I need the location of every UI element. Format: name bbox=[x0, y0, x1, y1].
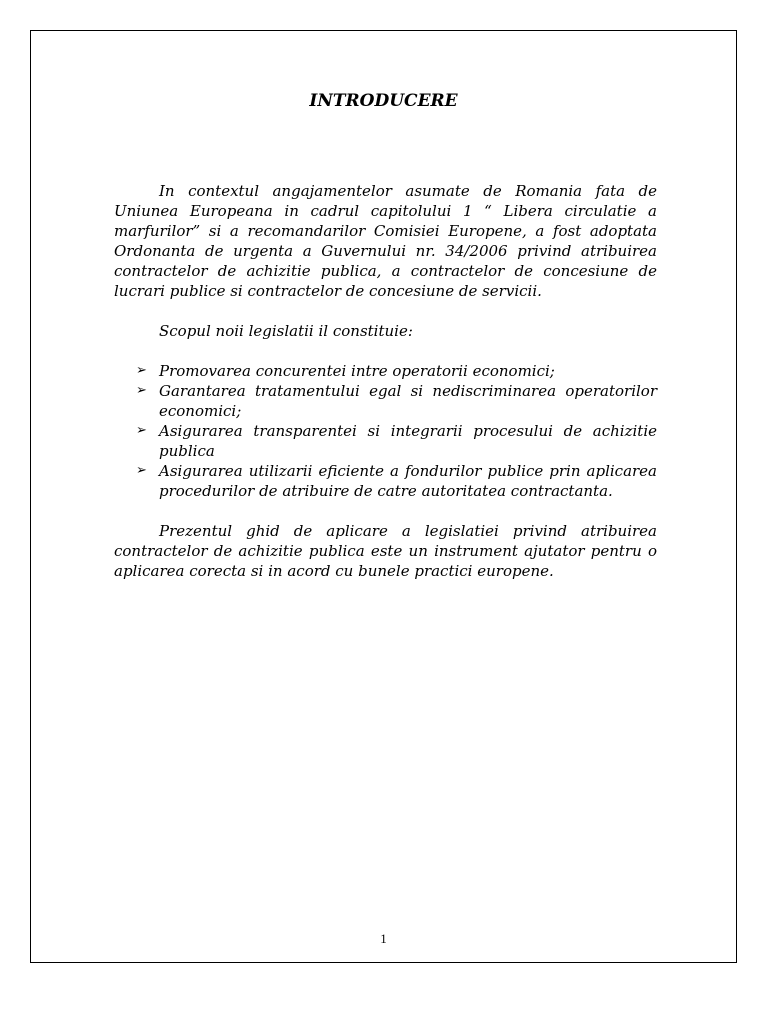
arrow-bullet-icon: ➢ bbox=[136, 463, 147, 478]
list-item-text: Asigurarea transparentei si integrarii procesului de achizitie publica bbox=[159, 422, 657, 460]
document-body bbox=[114, 181, 657, 581]
list-item-text: Promovarea concurentei intre operatorii economici; bbox=[159, 362, 555, 380]
list-item bbox=[114, 361, 657, 381]
list-item bbox=[114, 421, 657, 461]
purpose-lead: Scopul noii legislatii il constituie: bbox=[159, 322, 413, 340]
arrow-bullet-icon: ➢ bbox=[136, 423, 147, 438]
intro-paragraph: In contextul angajamentelor asumate de Romania fata de Uniunea Europeana in cadrul capitolului 1 “ Libera circulatie a marfurilor” si a recomandarilor Comisiei Europene, a fost adoptata Ordonanta de urgenta a Guvernului nr. 34/2006 privind atribuirea contractelor de achizitie publica, a contractelor de concesiune de lucrari publice si contractelor de concesiune de servicii. bbox=[114, 182, 657, 300]
page-number: 1 bbox=[380, 931, 387, 946]
document-page bbox=[30, 30, 737, 963]
purpose-list bbox=[114, 361, 657, 501]
list-item-text: Garantarea tratamentului egal si nediscriminarea operatorilor economici; bbox=[159, 382, 657, 420]
list-item bbox=[114, 381, 657, 421]
page-title: INTRODUCERE bbox=[309, 91, 458, 111]
list-item-text: Asigurarea utilizarii eficiente a fondurilor publice prin aplicarea procedurilor de atribuire de catre autoritatea contractanta. bbox=[159, 462, 657, 500]
list-item bbox=[114, 461, 657, 501]
arrow-bullet-icon: ➢ bbox=[136, 383, 147, 398]
closing-paragraph: Prezentul ghid de aplicare a legislatiei privind atribuirea contractelor de achizitie publica este un instrument ajutator pentru o aplicarea corecta si in acord cu bunele practici europene. bbox=[114, 522, 657, 580]
arrow-bullet-icon: ➢ bbox=[136, 363, 147, 378]
